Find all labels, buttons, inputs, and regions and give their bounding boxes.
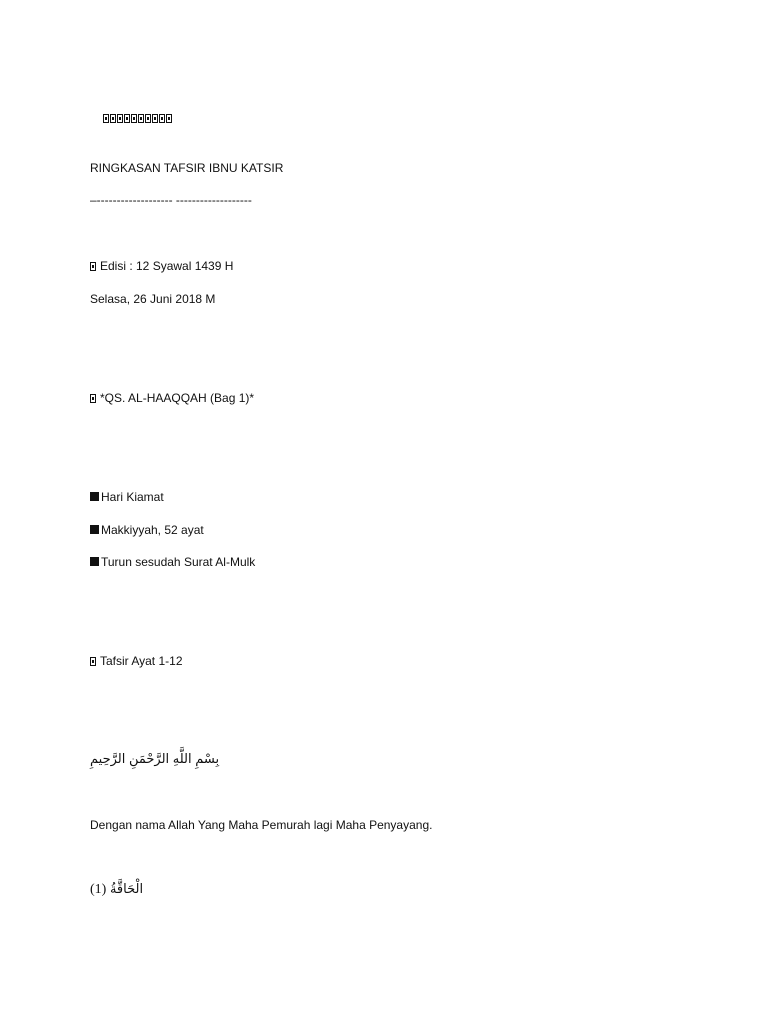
- info-item-text: Turun sesudah Surat Al-Mulk: [101, 555, 256, 569]
- square-bullet-icon: [90, 492, 99, 501]
- missing-glyph-icon: [90, 657, 96, 666]
- verse-line: [90, 880, 143, 899]
- verse-number: (1): [90, 882, 107, 897]
- info-item-text: Hari Kiamat: [101, 490, 164, 504]
- square-bullet-icon: [90, 525, 99, 534]
- missing-glyph-icon: [90, 262, 96, 271]
- surah-title-line: [90, 390, 254, 406]
- unrendered-glyphs: [90, 94, 172, 142]
- basmalah-arabic: [90, 750, 219, 768]
- square-bullet-icon: [90, 557, 99, 566]
- info-item: [90, 522, 204, 538]
- missing-glyph-icons: [103, 114, 172, 123]
- date-line: Selasa, 26 Juni 2018 M: [90, 292, 216, 306]
- surah-title: *QS. AL-HAAQQAH (Bag 1)*: [100, 391, 255, 405]
- section-title-line: [90, 653, 183, 669]
- missing-glyph-icon: [90, 394, 96, 403]
- info-item: [90, 554, 255, 570]
- document-title: RINGKASAN TAFSIR IBNU KATSIR: [90, 161, 284, 175]
- info-item: [90, 489, 164, 505]
- basmalah-translation: Dengan nama Allah Yang Maha Pemurah lagi Maha Penyayang.: [90, 818, 433, 832]
- basmalah-arabic-text: بِسْمِ اللَّهِ الرَّحْمَنِ الرَّحِيمِ: [90, 751, 220, 766]
- section-title: Tafsir Ayat 1-12: [100, 654, 183, 668]
- verse-arabic: الْحَاقَّةُ: [109, 881, 144, 896]
- edition-line: [90, 258, 233, 274]
- edition-text: Edisi : 12 Syawal 1439 H: [100, 259, 234, 273]
- info-item-text: Makkiyyah, 52 ayat: [101, 523, 204, 537]
- divider-line: ‒------------------- -------------------: [90, 193, 252, 207]
